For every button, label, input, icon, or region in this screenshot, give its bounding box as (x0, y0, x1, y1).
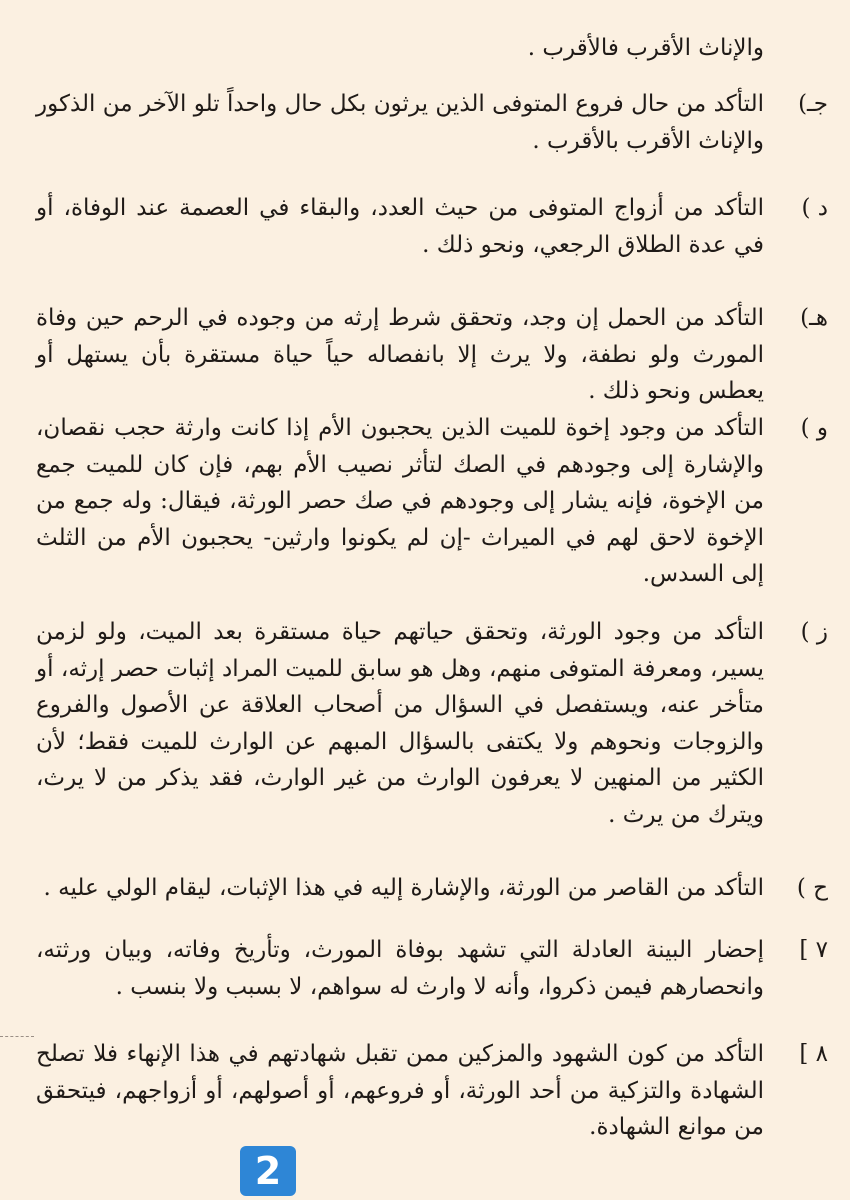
item-marker: هـ) (800, 305, 828, 331)
item-waw (36, 410, 828, 593)
item-ha (36, 300, 828, 410)
page-number-badge: 2 (240, 1146, 296, 1196)
paragraph-text: والإناث الأقرب فالأقرب . (527, 35, 764, 61)
item-text: التأكد من أزواج المتوفى من حيث العدد، والبقاء في العصمة عند الوفاة، أو في عدة الطلاق الرجعي، ونحو ذلك . (36, 195, 764, 258)
item-zay (36, 614, 828, 833)
item-marker: جـ) (798, 91, 828, 117)
item-text: إحضار البينة العادلة التي تشهد بوفاة المورث، وتأريخ وفاته، وبيان ورثته، وانحصارهم فيمن ذكروا، وأنه لا وارث له سواهم، لا بسبب ولا بنسب . (36, 937, 764, 1000)
item-marker: و ) (800, 415, 828, 441)
item-text: التأكد من القاصر من الورثة، والإشارة إليه في هذا الإثبات، ليقام الولي عليه . (43, 875, 764, 901)
item-text: التأكد من كون الشهود والمزكين ممن تقبل شهادتهم في هذا الإنهاء فلا تصلح الشهادة والتزكية من أحد الورثة، أو فروعهم، أو أصولهم، أو أزواجهم، فيتحقق من موانع الشهادة. (36, 1041, 764, 1140)
item-text: التأكد من وجود الورثة، وتحقق حياتهم حياة مستقرة بعد الميت، ولو لزمن يسير، ومعرفة المتوفى منهم، وهل هو سابق للميت المراد إثبات حصر إرثه، أو متأخر عنه، ويستفصل في السؤال من أصحاب العلاقة عن الأصول والفروع والزوجات ونحوهم ولا يكتفى بالسؤال المبهم عن الوارث للميت فقط؛ لأن الكثير من المنهين لا يعرفون الوارث من غير الوارث، فقد يذكر من لا يرث، ويترك من يرث . (36, 619, 764, 828)
scan-artifact-line (0, 1036, 34, 1037)
item-dal (36, 190, 828, 263)
item-text: التأكد من وجود إخوة للميت الذين يحجبون الأم إذا كانت وارثة حجب نقصان، والإشارة إلى وجودهم في الصك لتأثر نصيب الأم بهم، فإن كان للميت جمع من الإخوة، فإنه يشار إلى وجودهم في صك حصر الورثة، فيقال: وله جمع من الإخوة لاحق لهم في الميراث -إن لم يكونوا وارثين- يحجبون الأم من الثلث إلى السدس. (36, 415, 764, 587)
item-text: التأكد من حال فروع المتوفى الذين يرثون بكل حال واحداً تلو الآخر من الذكور والإناث الأقرب بالأقرب . (36, 91, 764, 154)
item-jeem (36, 86, 828, 159)
item-seven (36, 932, 828, 1005)
item-hha (36, 870, 828, 907)
item-marker: ٨ ] (799, 1041, 828, 1067)
paragraph-continuation (36, 30, 828, 67)
item-eight (36, 1036, 828, 1146)
item-marker: ز ) (800, 619, 828, 645)
item-text: التأكد من الحمل إن وجد، وتحقق شرط إرثه من وجوده في الرحم حين وفاة المورث ولو نطفة، ولا يرث إلا بانفصاله حياً حياة مستقرة بأن يستهل أو يعطس ونحو ذلك . (36, 305, 764, 404)
item-marker: د ) (801, 195, 828, 221)
item-marker: ح ) (796, 875, 828, 901)
item-marker: ٧ ] (799, 937, 828, 963)
